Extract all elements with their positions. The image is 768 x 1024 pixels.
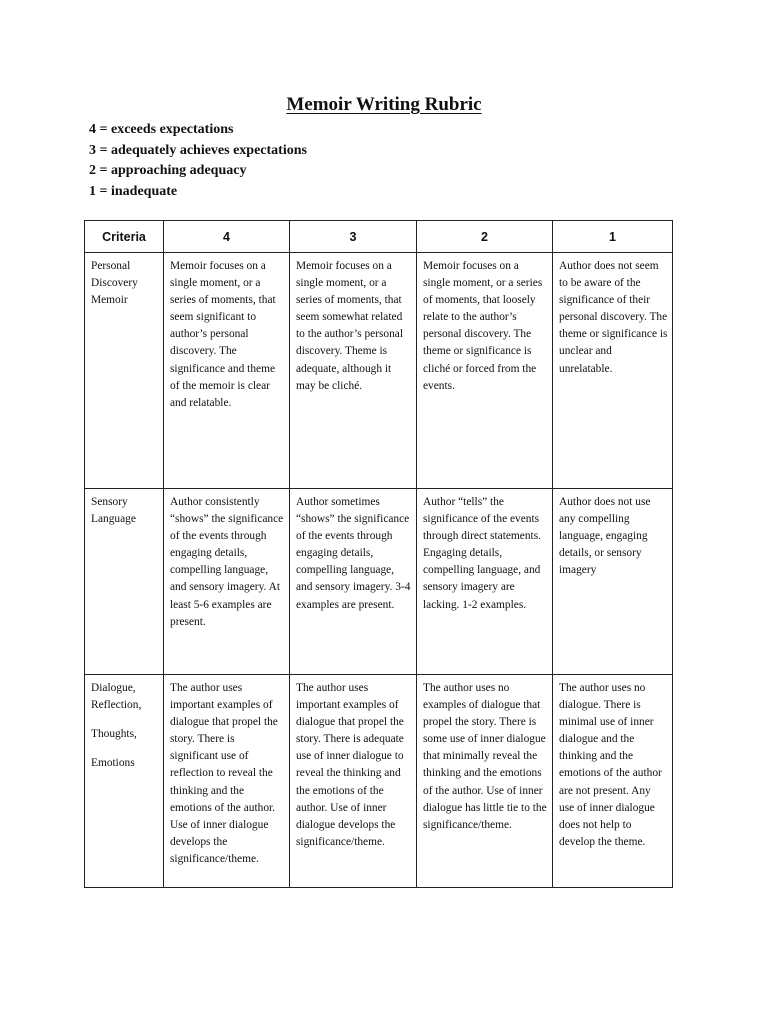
score-1-cell: The author uses no dialogue. There is minimal use of inner dialogue and the thinking and the emotions of the author are not present. Any use of inner dialogue does not help to develop the theme.	[553, 675, 673, 888]
rubric-table	[84, 220, 673, 888]
score-3-cell: Memoir focuses on a single moment, or a series of moments, that seem somewhat related to the author’s personal discovery. Theme is adequate, although it may be cliché.	[290, 253, 417, 489]
criteria-label: Thoughts,	[91, 728, 137, 741]
criteria-label: Reflection,	[91, 699, 142, 712]
score-2-cell: The author uses no examples of dialogue that propel the story. There is some use of inner dialogue that minimally reveal the thinking and the emotions of the author. Use of inner dialogue has little tie to the significance/theme.	[417, 675, 553, 888]
table-header-row	[85, 221, 673, 253]
criteria-label: Language	[91, 513, 136, 526]
criteria-label: Sensory	[91, 496, 128, 508]
criteria-label: Personal	[91, 260, 131, 272]
table-row	[85, 489, 673, 675]
criteria-label: Emotions	[91, 757, 135, 770]
criteria-label: Memoir	[91, 294, 128, 307]
score-4-cell: Memoir focuses on a single moment, or a series of moments, that seem significant to author’s personal discovery. The significance and theme of the memoir is clear and relatable.	[164, 253, 290, 489]
criteria-cell	[85, 675, 164, 888]
score-4-cell: The author uses important examples of dialogue that propel the story. There is significant use of reflection to reveal the thinking and the emotions of the author. Use of inner dialogue develops the significance/theme.	[164, 675, 290, 888]
score-3-cell: Author sometimes “shows” the significance of the events through engaging details, compelling language, and sensory imagery. 3-4 examples are present.	[290, 489, 417, 675]
header-score-3: 3	[290, 221, 417, 253]
criteria-cell	[85, 489, 164, 675]
score-2-cell: Author “tells” the significance of the events through direct statements. Engaging details, compelling language, and sensory imagery are lacking. 1-2 examples.	[417, 489, 553, 675]
header-score-4: 4	[164, 221, 290, 253]
criteria-label: Dialogue,	[91, 682, 136, 694]
rating-scale	[89, 120, 307, 202]
header-score-1: 1	[553, 221, 673, 253]
scale-item-1: 1 = inadequate	[89, 183, 178, 199]
scale-item-2: 2 = approaching adequacy	[89, 163, 247, 178]
scale-item-4: 4 = exceeds expectations	[89, 122, 234, 137]
header-criteria: Criteria	[85, 221, 164, 253]
page-title: Memoir Writing Rubric	[286, 94, 482, 115]
criteria-cell	[85, 253, 164, 489]
score-3-cell: The author uses important examples of dialogue that propel the story. There is adequate use of inner dialogue to reveal the thinking and the emotions of the author. Use of inner dialogue develops the significance/theme.	[290, 675, 417, 888]
score-1-cell: Author does not seem to be aware of the significance of their personal discovery. The theme or significance is unclear and unrelatable.	[553, 253, 673, 489]
table-row	[85, 675, 673, 888]
score-1-cell: Author does not use any compelling language, engaging details, or sensory imagery	[553, 489, 673, 675]
score-2-cell: Memoir focuses on a single moment, or a series of moments, that loosely relate to the author’s personal discovery. The theme or significance is cliché or forced from the events.	[417, 253, 553, 489]
header-score-2: 2	[417, 221, 553, 253]
scale-item-3: 3 = adequately achieves expectations	[89, 142, 307, 158]
score-4-cell: Author consistently “shows” the significance of the events through engaging details, compelling language, and sensory imagery. At least 5-6 examples are present.	[164, 489, 290, 675]
criteria-label: Discovery	[91, 277, 138, 290]
table-row	[85, 253, 673, 489]
